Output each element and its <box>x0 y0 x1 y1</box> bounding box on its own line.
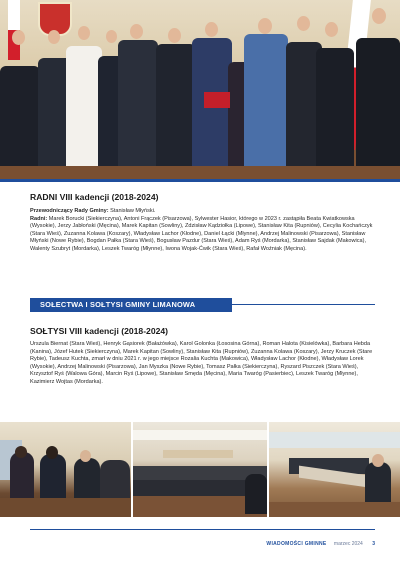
head <box>78 26 90 40</box>
councillors-label: Radni: <box>30 215 48 222</box>
head <box>168 28 181 43</box>
soltys-paragraph: Urszula Biernat (Stara Wieś), Henryk Gąsiorek (Bałażówka), Karol Golonka (Łososina Górna), Roman Halota (Kisielówka), Barbara Hebda (Kanina), Józef Hutek (Siekierczyna), Marek Kapitan (Sowliny), Stanisław Kita (Rupniów), Zuzanna Kolawa (Koszary), Jerzy Kruczek (Stare Rybie), Tadeusz Kuchta, zmarł w dniu 2021 r. w jego miejsce Rozalia Kuchta (Makowica), Władysław Lachor (Kłodne), Władysław Lorek (Wysokie), Andrzej Malinowski (Pisarzowa), Jan Myszka (Nowe Rybie), Tomasz Pałka (Siekierczyna), Ryszard Piszczek (Stara Wieś), Krzysztof Ryś (Walowa Góra), Marcin Ryś (Lipowe), Stanisław Smęda (Męcina), Maria Twaróg (Pasierbiec), Leszek Twaróg (Młynne), Kazimierz Wojtas (Mordarka). <box>30 341 373 385</box>
person <box>118 40 158 166</box>
head <box>12 30 25 45</box>
head <box>372 8 386 24</box>
councillors-list: Marek Borucki (Siekierczyna), Antoni Frączek (Pisarzowa), Sylwester Hasior, którego w 2023 r. zastąpiła Beata Kwiatkowska (Wysokie), Jerzy Jabłoński (Męcina), Marek Kapitan (Sowliny), Zdzisław Kądziołka (Lipowe), Stanisław Kita (Rupniów), Cecylia Kochańczyk (Stara Wieś), Zuzanna Kolawa (Koszary), Władysław Lachor (Kłodne), Daniel Łącki (Młynne), Andrzej Malinowski (Pisarzowa), Stanisław Młyński (Nowe Rybie), Bogdan Pałka (Stara Wieś), Bogusław Pazdur (Stara Wieś), Adam Ryś (Mordarka), Stanisław Sajdak (Makowica), Walenty Szubryt (Mordarka), Leszek Twaróg (Młynne), Iwona Wojak-Ćwik (Stara Wieś), Rafał Woźniak (Męcina). <box>30 215 373 252</box>
section-band: SOŁECTWA I SOŁTYSI GMINY LIMANOWA <box>30 298 232 312</box>
person <box>156 44 196 166</box>
soltys-heading: SOŁTYSI VIII kadencji (2018-2024) <box>30 326 169 336</box>
session-photo-3 <box>269 422 400 517</box>
session-photo-1 <box>0 422 131 517</box>
chair-paragraph <box>30 208 375 216</box>
issue-date: marzec 2024 <box>333 541 363 547</box>
person <box>356 38 400 166</box>
person <box>0 66 40 166</box>
head <box>106 30 117 43</box>
photo-divider <box>0 179 400 182</box>
soltys-body <box>30 341 375 386</box>
magazine-name: WIADOMOŚCI GMINNE <box>266 541 327 547</box>
councillors-section <box>30 192 375 202</box>
red-folder <box>204 92 230 108</box>
councillors-body <box>30 208 375 253</box>
soltys-section <box>30 326 375 336</box>
councillors-paragraph <box>30 216 375 254</box>
footer <box>266 541 375 547</box>
head <box>258 18 272 34</box>
chair-name: Stanisław Młyński. <box>108 208 156 214</box>
head <box>325 22 338 37</box>
session-photo-2 <box>133 422 267 517</box>
head <box>48 30 60 44</box>
person <box>316 48 354 166</box>
chair-label: Przewodniczący Rady Gminy: <box>30 208 109 214</box>
band-rule <box>232 304 375 305</box>
page-number: 3 <box>372 541 375 547</box>
head <box>297 16 310 31</box>
head <box>205 22 218 37</box>
head <box>130 24 143 39</box>
photo-strip <box>0 422 400 517</box>
councillors-heading: RADNI VIII kadencji (2018-2024) <box>30 192 159 202</box>
group-photo <box>0 0 400 180</box>
person <box>66 46 102 166</box>
person <box>244 34 288 166</box>
footer-rule <box>30 529 375 530</box>
